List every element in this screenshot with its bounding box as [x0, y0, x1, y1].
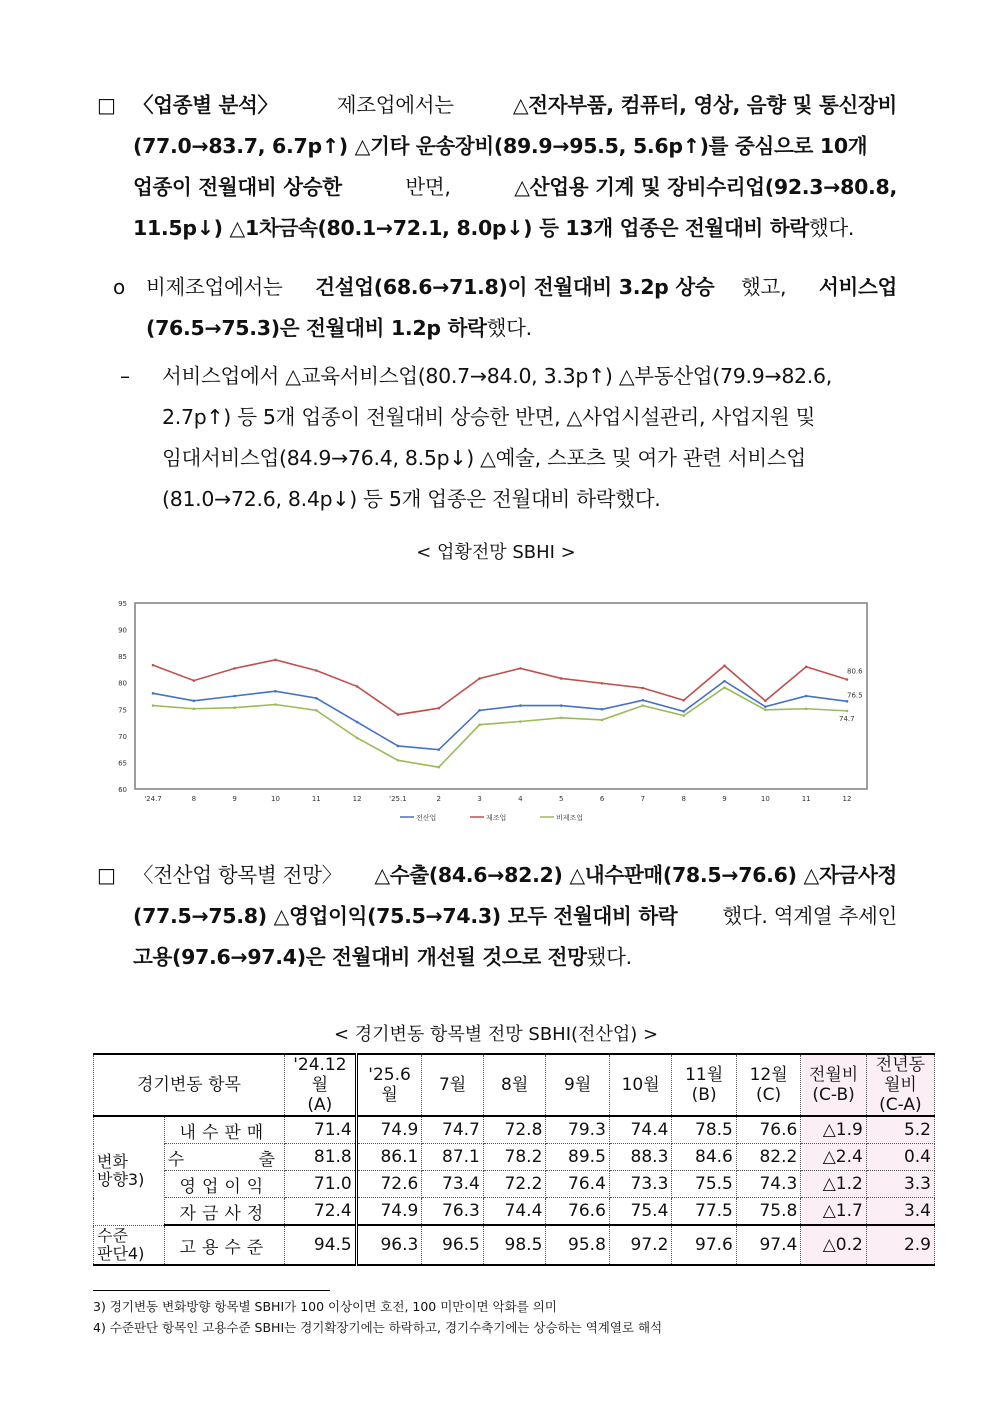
table-cell: 98.5 — [483, 1225, 546, 1265]
data-point — [356, 721, 359, 724]
text-run: (77.0→83.7, 6.7p↑) △기타 운송장비(89.9→95.5, 5.6p↑)를 중심으로 10개 — [133, 134, 868, 158]
x-tick-label: 11 — [311, 795, 321, 803]
table-cell: 94.5 — [285, 1225, 357, 1265]
data-point — [642, 704, 645, 707]
table-row — [94, 1225, 935, 1265]
data-point — [642, 699, 645, 702]
data-point — [723, 686, 726, 689]
data-point — [152, 704, 155, 707]
data-point — [193, 699, 196, 702]
table-cell: 72.6 — [356, 1171, 422, 1198]
data-point — [642, 687, 645, 690]
text-line — [162, 397, 897, 438]
table-cell: 79.3 — [546, 1116, 610, 1144]
data-point — [233, 706, 236, 709]
table-cell: 76.6 — [546, 1198, 610, 1226]
column-header: 10월 — [609, 1054, 672, 1116]
x-tick-label: 10 — [760, 795, 770, 803]
end-data-label: 74.7 — [839, 714, 855, 723]
data-point — [397, 713, 400, 716]
x-tick-label: 6 — [599, 795, 605, 803]
text-run: 했다. — [486, 316, 532, 340]
data-point — [519, 720, 522, 723]
text-run: 2.7p↑) 등 5개 업종이 전월대비 상승한 반면, △사업시설관리, 사업지원 및 — [162, 405, 816, 429]
data-point — [846, 678, 849, 681]
table-cell: 87.1 — [422, 1144, 484, 1171]
table-cell: 71.0 — [285, 1171, 357, 1198]
text-run: 반면, — [399, 175, 457, 199]
data-point — [478, 677, 481, 680]
data-point — [601, 682, 604, 685]
table-cell: 5.2 — [866, 1116, 934, 1144]
table-cell: 96.3 — [356, 1225, 422, 1265]
text-run: 임대서비스업(84.9→76.4, 8.5p↓) △예술, 스포츠 및 여가 관련 서비스업 — [162, 446, 806, 470]
data-point — [764, 705, 767, 708]
x-tick-label: 12 — [352, 795, 362, 803]
y-tick-label: 80 — [118, 679, 127, 688]
table-cell: 97.2 — [609, 1225, 672, 1265]
table-cell: 76.3 — [422, 1198, 484, 1226]
y-tick-label: 90 — [118, 626, 127, 635]
table-cell: 82.2 — [736, 1144, 800, 1171]
footnote-divider — [93, 1290, 330, 1291]
y-tick-label: 85 — [118, 653, 127, 662]
end-data-label: 76.5 — [847, 691, 863, 700]
row-group-label: 수준 판단4) — [94, 1225, 165, 1265]
table-cell: 89.5 — [546, 1144, 610, 1171]
table-cell: 97.4 — [736, 1225, 800, 1265]
table-cell: 75.8 — [736, 1198, 800, 1226]
column-header: 경기변동 항목 — [94, 1054, 285, 1116]
bullet-dash: – — [120, 364, 130, 388]
column-header: '25.6월 — [356, 1054, 422, 1116]
footnote-4: 4) 수준판단 항목인 고용수준 SBHI는 경기확장기에는 하락하고, 경기수축기에는 상승하는 역계열로 해석 — [93, 1320, 663, 1335]
column-header: 전월비 (C-B) — [801, 1054, 867, 1116]
table-cell: 95.8 — [546, 1225, 610, 1265]
text-run: 서비스업 — [818, 275, 897, 299]
sbhi-line-chart — [110, 595, 880, 830]
table-cell: 73.4 — [422, 1171, 484, 1198]
plot-area — [135, 603, 867, 789]
table-cell: 75.4 — [609, 1198, 672, 1226]
text-line — [162, 438, 897, 479]
data-point — [193, 679, 196, 682]
data-point — [560, 704, 563, 707]
bullet-square: □ — [97, 863, 116, 887]
text-run: 했고, — [740, 275, 793, 299]
data-point — [805, 695, 808, 698]
data-point — [805, 707, 808, 710]
data-point — [315, 709, 318, 712]
text-run: 됐다. — [586, 945, 632, 969]
data-point — [315, 697, 318, 700]
footnote-3: 3) 경기변동 변화방향 항목별 SBHI가 100 이상이면 호전, 100 미만이면 악화를 의미 — [93, 1299, 557, 1314]
data-point — [478, 723, 481, 726]
data-point — [723, 664, 726, 667]
paragraph-manufacturing — [133, 85, 897, 249]
data-point — [805, 665, 808, 668]
table-cell: 72.8 — [483, 1116, 546, 1144]
text-run: (76.5→75.3)은 전월대비 1.2p 하락 — [146, 316, 487, 340]
table-cell: △0.2 — [801, 1225, 867, 1265]
table-cell: 72.4 — [285, 1198, 357, 1226]
data-point — [560, 716, 563, 719]
data-point — [193, 707, 196, 710]
table-cell: 73.3 — [609, 1171, 672, 1198]
y-tick-label: 60 — [118, 786, 127, 794]
text-line — [133, 126, 897, 167]
text-line — [133, 167, 897, 208]
table-cell: 78.5 — [672, 1116, 736, 1144]
x-tick-label: 7 — [640, 795, 646, 803]
data-point — [846, 700, 849, 703]
data-point — [233, 667, 236, 670]
y-tick-label: 95 — [118, 600, 127, 608]
data-point — [601, 719, 604, 722]
data-point — [437, 748, 440, 751]
text-run: △수출(84.6→82.2) △내수판매(78.5→76.6) △자금사정 — [374, 863, 897, 887]
paragraph-nonmanufacturing — [146, 267, 897, 349]
data-point — [846, 710, 849, 713]
text-run: 했다. — [808, 216, 855, 240]
row-item-label: 수 출 — [164, 1144, 284, 1171]
column-header: 8월 — [483, 1054, 546, 1116]
data-point — [682, 714, 685, 717]
table-cell: 74.9 — [356, 1198, 422, 1226]
table-cell: 72.2 — [483, 1171, 546, 1198]
column-header: 9월 — [546, 1054, 610, 1116]
column-header: 전년동월비 (C-A) — [866, 1054, 934, 1116]
table-cell: △1.2 — [801, 1171, 867, 1198]
table-cell: 0.4 — [866, 1144, 934, 1171]
data-point — [274, 659, 277, 662]
data-point — [601, 708, 604, 711]
table-cell: 75.5 — [672, 1171, 736, 1198]
data-point — [682, 710, 685, 713]
text-line — [133, 855, 897, 896]
table-row — [94, 1171, 935, 1198]
table-cell: 78.2 — [483, 1144, 546, 1171]
text-line — [146, 267, 897, 308]
data-point — [764, 709, 767, 712]
data-point — [519, 704, 522, 707]
table-cell: 86.1 — [356, 1144, 422, 1171]
table-caption: < 경기변동 항목별 전망 SBHI(전산업) > — [333, 1024, 659, 1045]
data-point — [519, 667, 522, 670]
data-point — [560, 677, 563, 680]
table-cell: 84.6 — [672, 1144, 736, 1171]
text-run: 11.5p↓) △1차금속(80.1→72.1, 8.0p↓) 등 13개 업종은 전월대비 하락 — [133, 216, 809, 240]
text-run: 제조업에서는 — [330, 93, 461, 117]
legend-label: 제조업 — [486, 814, 507, 822]
text-run: △산업용 기계 및 장비수리업(92.3→80.8, — [514, 175, 897, 199]
legend-label: 전산업 — [416, 814, 437, 822]
y-tick-label: 75 — [118, 706, 127, 715]
table-cell: 74.4 — [483, 1198, 546, 1226]
table-cell: 76.4 — [546, 1171, 610, 1198]
bullet-square: □ — [97, 93, 116, 117]
x-tick-label: 8 — [681, 795, 686, 803]
text-run: 고용(97.6→97.4)은 전월대비 개선될 것으로 전망 — [133, 945, 587, 969]
data-point — [233, 695, 236, 698]
x-tick-label: 12 — [842, 795, 852, 803]
text-line — [133, 208, 897, 249]
column-header: 7월 — [422, 1054, 484, 1116]
text-run: 서비스업에서 △교육서비스업(80.7→84.0, 3.3p↑) △부동산업(79.9→82.6, — [162, 364, 832, 388]
x-tick-label: 4 — [518, 795, 523, 803]
table-cell: 2.9 — [866, 1225, 934, 1265]
table-cell: 96.5 — [422, 1225, 484, 1265]
data-point — [723, 680, 726, 683]
x-tick-label: 10 — [271, 795, 280, 803]
text-run: (81.0→72.6, 8.4p↓) 등 5개 업종은 전월대비 하락했다. — [162, 487, 661, 511]
data-point — [315, 669, 318, 672]
x-tick-label: 5 — [559, 795, 564, 803]
data-point — [397, 745, 400, 748]
table-cell: △2.4 — [801, 1144, 867, 1171]
table-cell: 76.6 — [736, 1116, 800, 1144]
row-item-label: 자금사정 — [164, 1198, 284, 1226]
y-tick-label: 70 — [118, 732, 127, 741]
table-row — [94, 1144, 935, 1171]
table-cell: 3.3 — [866, 1171, 934, 1198]
data-point — [152, 692, 155, 695]
text-line — [133, 896, 897, 937]
row-item-label: 고용수준 — [164, 1225, 284, 1265]
x-tick-label: 11 — [801, 795, 811, 803]
data-point — [437, 707, 440, 710]
data-point — [274, 690, 277, 693]
text-run: 했다. 역계열 추세인 — [722, 904, 897, 928]
data-point — [397, 759, 400, 762]
column-header: 11월 (B) — [672, 1054, 736, 1116]
table-cell: 81.8 — [285, 1144, 357, 1171]
column-header: 12월 (C) — [736, 1054, 800, 1116]
table-row — [94, 1198, 935, 1226]
paragraph-services — [162, 356, 897, 520]
table-cell: 3.4 — [866, 1198, 934, 1226]
x-tick-label: '25.1 — [389, 795, 407, 803]
table-cell: 88.3 — [609, 1144, 672, 1171]
x-tick-label: 9 — [232, 795, 237, 803]
text-run: 업종이 전월대비 상승한 — [133, 175, 342, 199]
text-run: △전자부품, 컴퓨터, 영상, 음향 및 통신장비 — [512, 93, 897, 117]
data-point — [274, 703, 277, 706]
x-tick-label: 8 — [191, 795, 197, 803]
table-cell: △1.7 — [801, 1198, 867, 1226]
table-cell: 74.9 — [356, 1116, 422, 1144]
table-cell: 77.5 — [672, 1198, 736, 1226]
column-header: '24.12월 (A) — [285, 1054, 357, 1116]
row-item-label: 내수판매 — [164, 1116, 284, 1144]
table-cell: 74.4 — [609, 1116, 672, 1144]
data-point — [152, 664, 155, 667]
table-cell: △1.9 — [801, 1116, 867, 1144]
text-run: 건설업(68.6→71.8)이 전월대비 3.2p 상승 — [315, 275, 715, 299]
text-line — [162, 356, 897, 397]
data-point — [356, 685, 359, 688]
text-run: 〈업종별 분석〉 — [133, 93, 278, 117]
text-line — [133, 937, 897, 978]
text-line — [146, 308, 897, 349]
text-line — [133, 85, 897, 126]
row-group-label: 변화 방향3) — [94, 1116, 165, 1225]
table-cell: 71.4 — [285, 1116, 357, 1144]
x-tick-label: 9 — [722, 795, 727, 803]
chart-caption: < 업황전망 SBHI > — [416, 542, 576, 563]
end-data-label: 80.6 — [847, 667, 863, 676]
data-point — [437, 766, 440, 769]
bullet-circle: o — [113, 275, 126, 299]
x-tick-label: 3 — [477, 795, 482, 803]
table-row — [94, 1116, 935, 1144]
table-cell: 74.7 — [422, 1116, 484, 1144]
legend-label: 비제조업 — [556, 814, 584, 822]
x-tick-label: 2 — [436, 795, 441, 803]
y-tick-label: 65 — [118, 759, 127, 768]
x-tick-label: '24.7 — [144, 795, 162, 803]
text-line — [162, 479, 897, 520]
text-run: 비제조업에서는 — [146, 275, 289, 299]
data-point — [682, 699, 685, 702]
data-point — [478, 709, 481, 712]
table-cell: 97.6 — [672, 1225, 736, 1265]
sbhi-items-table — [93, 1053, 935, 1266]
text-run: 〈전산업 항목별 전망〉 — [133, 863, 349, 887]
paragraph-items-outlook — [133, 855, 897, 978]
text-run: (77.5→75.8) △영업이익(75.5→74.3) 모두 전월대비 하락 — [133, 904, 678, 928]
data-point — [764, 699, 767, 702]
table-cell: 74.3 — [736, 1171, 800, 1198]
data-point — [356, 737, 359, 740]
row-item-label: 영업이익 — [164, 1171, 284, 1198]
